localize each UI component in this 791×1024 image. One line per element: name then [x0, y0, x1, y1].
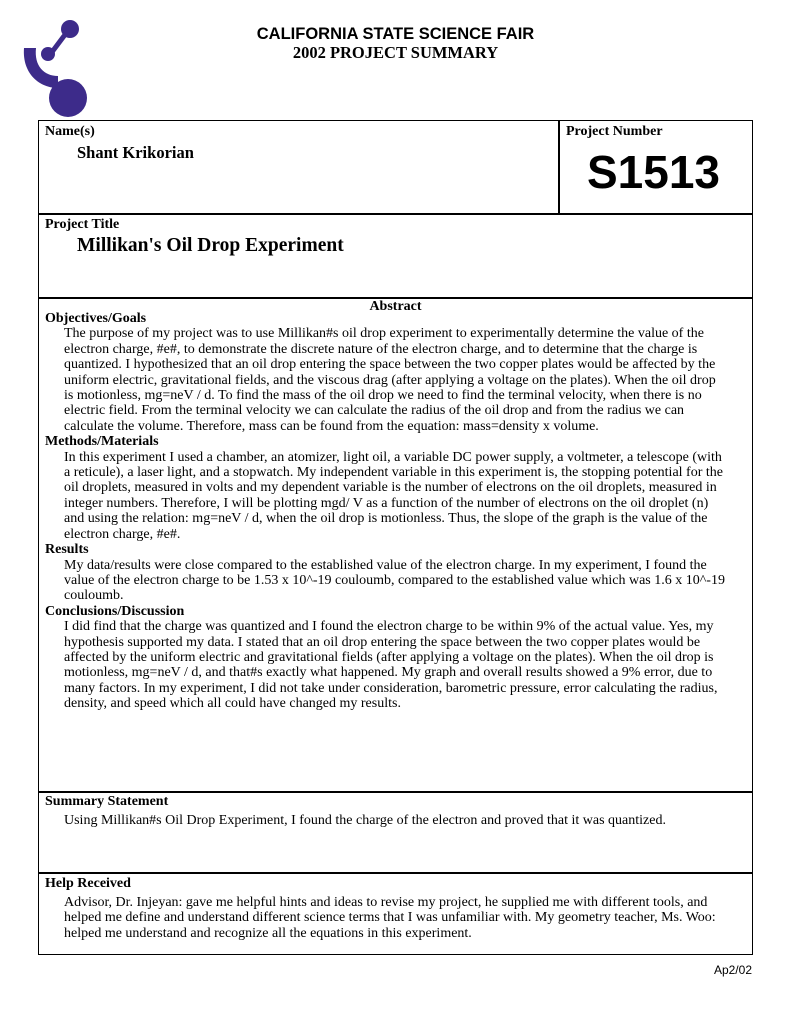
results-body: My data/results were close compared to the established value of the electron charge. In my experiment, I found the value of the electron charge to be 1.53 x 10^-19 couloumb, compared to the established value which was 1.6 x 10^-19 couloumb.	[64, 557, 725, 604]
project-title: Millikan's Oil Drop Experiment	[77, 235, 344, 256]
methods-body: In this experiment I used a chamber, an atomizer, light oil, a variable DC power supply, a voltmeter, a telescope (with a reticule), a laser light, and a stopwatch. My independent variable in this experiment is, the stopping potential for the oil droplets, measured in volts and my dependent variable is the number of electrons on the oil droplets, measured in integer numbers. Therefore, I will be plotting mgd/ V as a function of the number of electrons on the oil droplet (n) and using the relation: mg=neV / d, when the oil drop is motionless. Thus, the slope of the graph is the value of the electron charge, #e#.	[64, 449, 723, 542]
methods-section	[45, 434, 728, 542]
abstract-title: Abstract	[369, 299, 422, 314]
objectives-section	[45, 311, 728, 434]
project-title-box	[38, 213, 753, 299]
objectives-body: The purpose of my project was to use Millikan#s oil drop experiment to experimentally determine the value of the electron charge, #e#, to demonstrate the discrete nature of the electron charge, and to determine that the charge is quantized. I hypothesized that an oil drop entering the space between the two copper plates would be affected by the uniform electric, gravitational fields, and the viscous drag (after applying a voltage on the plates). When the oil drop is motionless, mg=neV / d. To find the mass of the oil drop we need to find the terminal velocity, when there is no electric field. From the terminal velocity we can calculate the radius of the oil drop and from the radius we can calculate the volume. Therefore, mass can be found from the equation: mass=density x volume.	[64, 326, 716, 434]
summary-statement-box	[38, 791, 753, 874]
abstract-box	[38, 297, 753, 793]
help-received-label: Help Received	[45, 876, 131, 891]
project-number-box	[558, 120, 753, 215]
names-box	[38, 120, 560, 215]
conclusions-section	[45, 604, 728, 712]
names-label: Name(s)	[45, 124, 95, 139]
abstract-content	[45, 311, 728, 712]
help-received-text: Advisor, Dr. Injeyan: gave me helpful hints and ideas to revise my project, he supplied me with different tools, and helped me define and understand different science terms that I was unfamiliar with. My geometry teacher, Ms. Woo: helped me understand and recognize all the equations in this experiment.	[64, 895, 716, 941]
project-title-label: Project Title	[45, 217, 120, 232]
conclusions-body: I did find that the charge was quantized and I found the electron charge to be within 9% of the actual value. Yes, my hypothesis supported my data. I stated that an oil drop entering the space between the two copper plates would be affected by the uniform electric and gravitational fields (after applying a voltage on the plates). When the oil drop is motionless, mg=neV / d, and that#s exactly what happened. My graph and overall results showed a 9% error, due to many factors. In my experiment, I did not take under consideration, barometric pressure, error calculating the radius, density, and speed which all could have changed my results.	[64, 619, 718, 712]
summary-statement-text: Using Millikan#s Oil Drop Experiment, I found the charge of the electron and proved that it was quantized.	[64, 813, 666, 828]
fair-title: CALIFORNIA STATE SCIENCE FAIR	[256, 25, 535, 43]
form-revision: Ap2/02	[713, 963, 752, 977]
conclusions-heading: Conclusions/Discussion	[45, 603, 185, 619]
methods-heading: Methods/Materials	[45, 434, 159, 450]
summary-title: 2002 PROJECT SUMMARY	[292, 43, 499, 62]
help-received-box	[38, 872, 753, 955]
project-number-label: Project Number	[566, 124, 663, 139]
results-heading: Results	[45, 542, 89, 558]
results-section	[45, 542, 728, 604]
student-name: Shant Krikorian	[77, 143, 194, 162]
project-number: S1513	[587, 146, 721, 198]
objectives-heading: Objectives/Goals	[45, 311, 147, 326]
summary-statement-label: Summary Statement	[45, 794, 169, 809]
